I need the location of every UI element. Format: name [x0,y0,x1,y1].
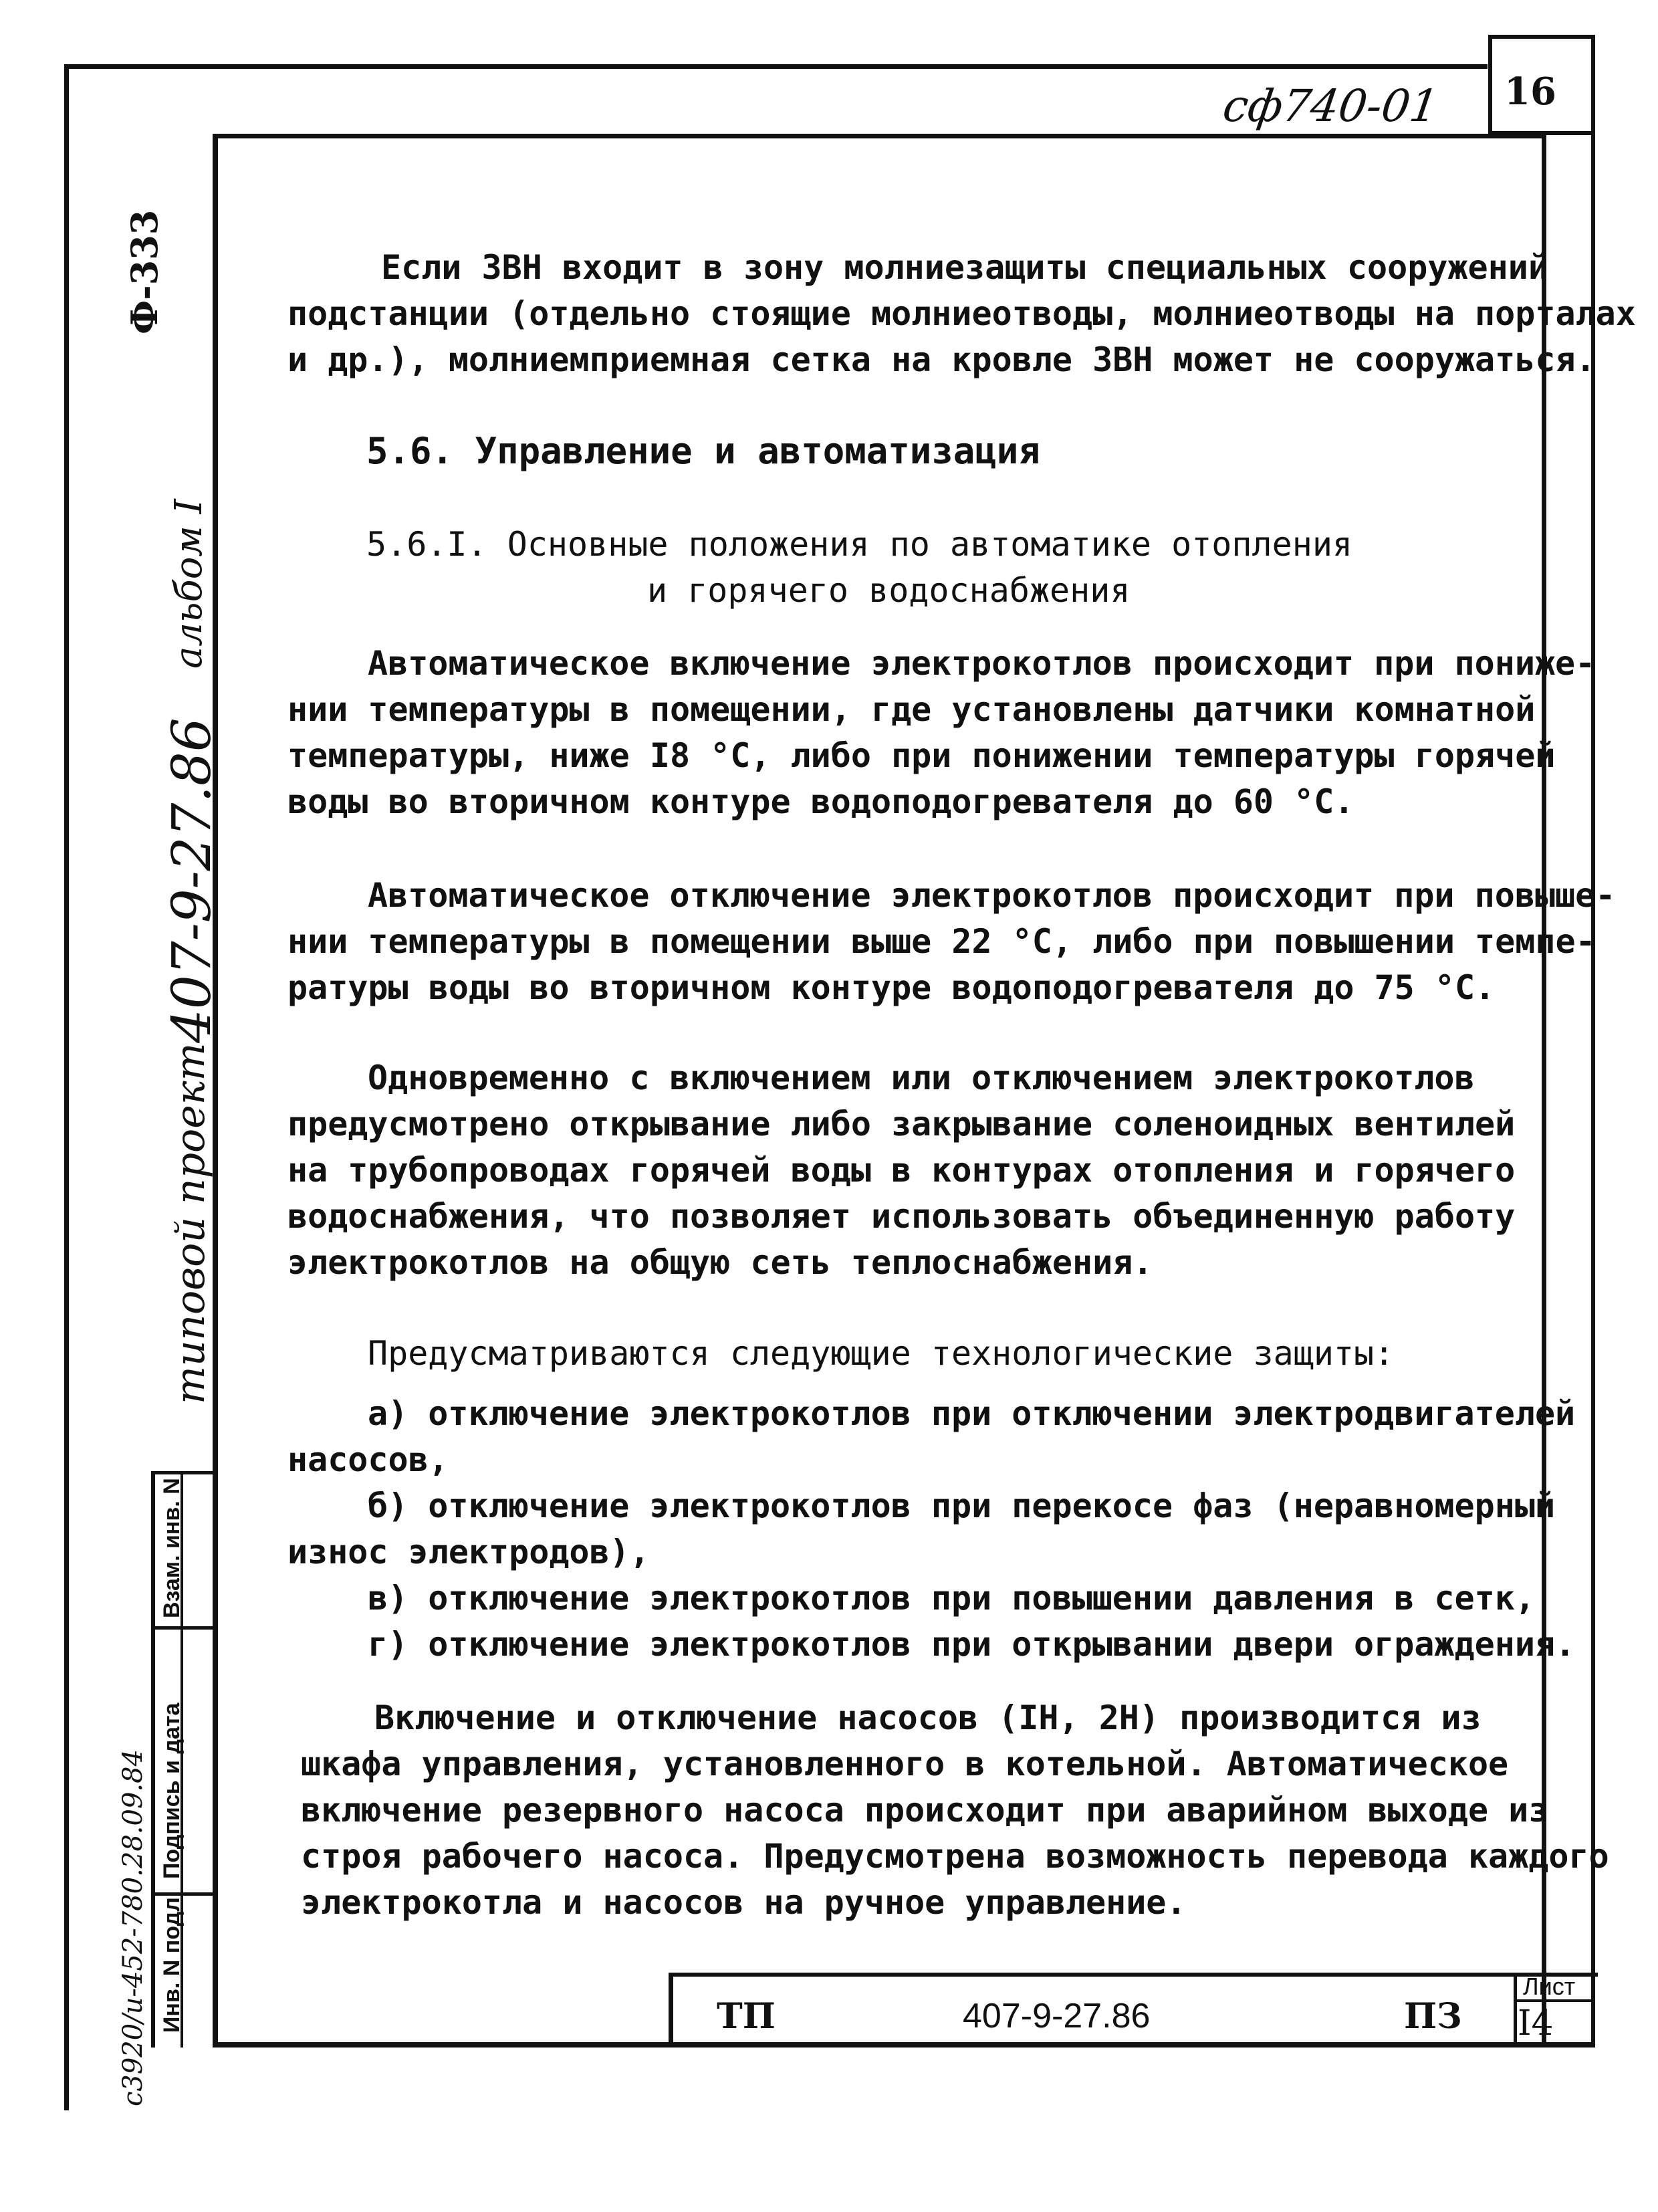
title-block-type: ТП [717,1996,776,2037]
protections-list [287,1391,1575,1668]
text-line: температуры, ниже I8 °С, либо при понижении температуры горячей [287,736,1556,775]
list-item: г) отключение электрокотлов при открывании двери ограждения. [368,1625,1576,1664]
text-line: и др.), молниемприемная сетка на кровле ЗВН может не сооружаться. [287,340,1596,379]
page-number: 16 [1504,70,1556,114]
header-code: сф740-01 [1219,80,1442,132]
text-line: Если ЗВН входит в зону молниезащиты специальных сооружений [381,248,1548,287]
stamp-label-replacement: Взам. инв. N [159,1478,185,1618]
project-number-handwritten: 407-9-27.86 [160,717,223,1043]
title-block-border [669,1973,1598,1977]
list-item: а) отключение электрокотлов при отключении электродвигателей [368,1394,1576,1433]
text-line: Одновременно с включением или отключением электрокотлов [368,1059,1475,1097]
stamp-strip-divider [151,1626,217,1630]
intro-paragraph [287,245,1636,383]
frame-outer-left [64,64,69,2110]
text-line: включение резервного насоса происходит при аварийном выходе из [301,1791,1549,1830]
text-line: подстанции (отдельно стоящие молниеотводы, молниеотводы на порталах [287,294,1636,333]
frame-outer-top [67,64,1488,69]
text-line: электрокотлов на общую сеть теплоснабжения. [287,1243,1153,1282]
stamp-label-original: Инв. N подл. [159,1890,185,2033]
title-block-sheet-label: Лист [1523,1973,1576,2000]
frame-inner-top [213,134,1545,138]
page-tab-top [1488,35,1595,39]
text-line: шкафа управления, установленного в котельной. Автоматическое [301,1745,1509,1783]
text-line: нии температуры в помещении выше 22 °С, либо при повышении темпе- [287,922,1596,961]
text-line: электрокотла и насосов на ручное управление. [301,1883,1187,1922]
text-line: воды во вторичном контуре водоподогревателя до 60 °С. [287,782,1354,821]
paragraph-auto-off [287,873,1615,1011]
list-item: износ электродов), [287,1533,650,1571]
paragraph-pumps [301,1695,1609,1926]
frame-bottom [213,2042,1595,2048]
paragraph-auto-on [287,641,1595,825]
stamp-strip-divider [151,1471,217,1474]
title-block-sheet-divider [1514,1973,1517,2045]
stamp-strip-line [151,1471,155,2048]
text-line: водоснабжения, что позволяет использовать объединенную работу [287,1197,1516,1236]
section-heading: 5.6. Управление и автоматизация [366,430,1040,472]
text-line: 5.6.I. Основные положения по автоматике отопления [366,525,1353,564]
subsection-heading [366,522,1352,614]
title-block-designation: 407-9-27.86 [963,1997,1151,2035]
text-line: строя рабочего насоса. Предусмотрена возможность перевода каждого [301,1837,1609,1876]
text-line: на трубопроводах горячей воды в контурах отопления и горячего [287,1151,1516,1190]
paragraph-valves [287,1055,1515,1286]
text-line: предусмотрено открывание либо закрывание соленоидных вентилей [287,1105,1516,1143]
list-item: б) отключение электрокотлов при перекосе фаз (неравномерный [368,1486,1556,1525]
text-line: нии температуры в помещении, где установлены датчики комнатной [287,690,1536,729]
text-line: Автоматическое включение электрокотлов происходит при пониже- [368,644,1596,683]
page-tab-left [1488,35,1492,135]
title-block-sheet-number: I4 [1518,2003,1554,2043]
title-block-border [669,1973,673,2045]
text-line: Автоматическое отключение электрокотлов происходит при повыше- [368,876,1616,915]
project-label: типовой проект [167,1042,214,1404]
inventory-stamp: с3920/и-452-780.28.09.84 [118,1749,148,2106]
stamp-label-signature: Подпись и дата [159,1702,185,1879]
album-label: альбом I [167,499,211,669]
protections-intro: Предусматриваются следующие технологические защиты: [368,1334,1395,1373]
page-tab-bottom [1488,131,1595,135]
text-line: и горячего водоснабжения [647,571,1131,610]
archive-number: Ф-333 [123,209,166,334]
text-line: ратуры воды во вторичном контуре водоподогревателя до 75 °С. [287,968,1496,1007]
list-item: в) отключение электрокотлов при повышении давления в сетк, [368,1579,1535,1618]
text-line: Включение и отключение насосов (IН, 2Н) производится из [374,1698,1482,1737]
list-item: насосов, [287,1440,449,1479]
title-block-doc-code: ПЗ [1404,1996,1462,2037]
